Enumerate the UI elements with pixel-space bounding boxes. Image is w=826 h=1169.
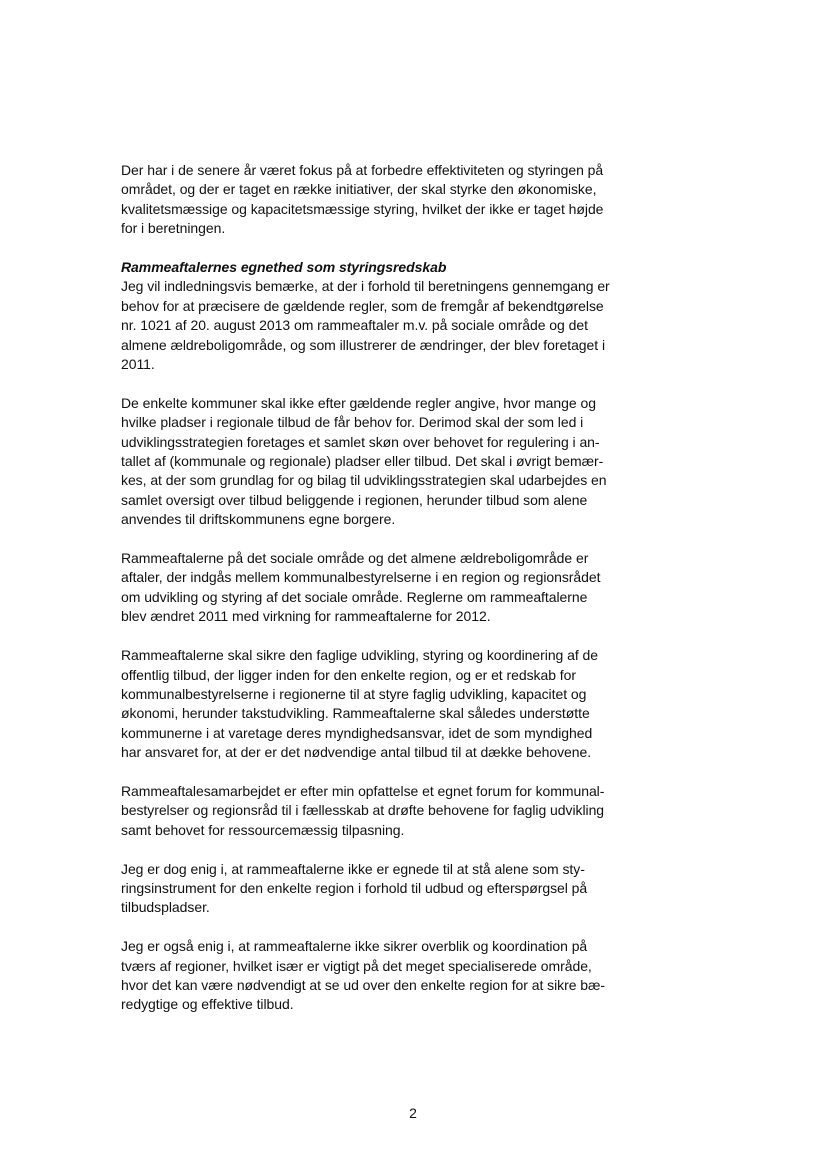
text-line: anvendes til driftskommunens egne borgere.: [121, 511, 396, 528]
text-line: kommunerne i at varetage deres myndighedsansvar, idet de som myndighed: [121, 724, 593, 741]
paragraph-agreement-1: [121, 860, 627, 918]
text-line: udviklingsstrategien foretages et samlet skøn over behovet for regulering i an-: [121, 433, 600, 450]
text-line: økonomi, herunder takstudvikling. Rammeaftalerne skal således understøtte: [121, 705, 590, 722]
text-line: tilbudspladser.: [121, 899, 210, 916]
text-line: almene ældreboligområde, og som illustrerer de ændringer, der blev foretaget i: [121, 336, 606, 353]
text-line: aftaler, der indgås mellem kommunalbestyrelserne i en region og regionsrådet: [121, 569, 601, 586]
paragraph-focus: [121, 161, 627, 239]
text-line: kvalitetsmæssige og kapacitetsmæssige styring, hvilket der ikke er taget højde: [121, 200, 604, 217]
text-line: samlet oversigt over tilbud beliggende i regionen, herunder tilbud som alene: [121, 491, 588, 508]
text-line: De enkelte kommuner skal ikke efter gældende regler angive, hvor mange og: [121, 394, 596, 411]
text-line: har ansvaret for, at der er det nødvendige antal tilbud til at dække behovene.: [121, 744, 592, 761]
text-line: bestyrelser og regionsråd til i fællesskab at drøfte behovene for faglig udvikling: [121, 802, 605, 819]
text-line: Rammeaftalesamarbejdet er efter min opfattelse et egnet forum for kommunal-: [121, 782, 605, 799]
paragraph-intro: [121, 258, 627, 374]
paragraph-agreement-2: [121, 937, 627, 1015]
text-line: samt behovet for ressourcemæssig tilpasning.: [121, 821, 405, 838]
text-line: Jeg er dog enig i, at rammeaftalerne ikke er egnede til at stå alene som sty-: [121, 860, 585, 877]
section-heading: Rammeaftalernes egnethed som styringsredskab: [121, 259, 447, 276]
text-line: tallet af (kommunale og regionale) pladser eller tilbud. Det skal i øvrigt bemær-: [121, 453, 604, 470]
paragraph-municipalities: [121, 394, 627, 530]
text-line: området, og der er taget en række initiativer, der skal styrke den økonomiske,: [121, 181, 597, 198]
text-line: om udvikling og styring af det sociale område. Reglerne om rammeaftalerne: [121, 588, 588, 605]
text-line: nr. 1021 af 20. august 2013 om rammeaftaler m.v. på sociale område og det: [121, 317, 588, 334]
text-line: blev ændret 2011 med virkning for rammeaftalerne for 2012.: [121, 608, 491, 625]
text-line: ringsinstrument for den enkelte region i forhold til udbud og efterspørgsel på: [121, 879, 588, 896]
text-line: 2011.: [121, 356, 155, 373]
paragraph-framework-agreements: [121, 549, 627, 627]
text-line: Jeg vil indledningsvis bemærke, at der i forhold til beretningens gennemgang er: [121, 278, 610, 295]
text-line: Rammeaftalerne skal sikre den faglige udvikling, styring og koordinering af de: [121, 647, 599, 664]
text-line: Der har i de senere år været fokus på at forbedre effektiviteten og styringen på: [121, 162, 604, 178]
text-line: behov for at præcisere de gældende regler, som de fremgår af bekendtgørelse: [121, 297, 604, 314]
text-line: redygtige og effektive tilbud.: [121, 996, 294, 1013]
text-line: hvor det kan være nødvendigt at se ud over den enkelte region for at sikre bæ-: [121, 976, 606, 993]
text-line: Jeg er også enig i, at rammeaftalerne ikke sikrer overblik og koordination på: [121, 938, 588, 955]
text-line: offentlig tilbud, der ligger inden for den enkelte region, og er et redskab for: [121, 666, 576, 683]
document-body: [121, 161, 627, 1034]
text-line: Rammeaftalerne på det sociale område og det almene ældreboligområde er: [121, 550, 589, 567]
text-line: tværs af regioner, hvilket især er vigtigt på det meget specialiserede område,: [121, 957, 592, 974]
text-line: hvilke pladser i regionale tilbud de får behov for. Derimod skal der som led i: [121, 414, 584, 431]
text-line: kes, at der som grundlag for og bilag til udviklingsstrategien skal udarbejdes en: [121, 472, 607, 489]
page-number: 2: [409, 1105, 417, 1121]
text-line: kommunalbestyrelserne i regionerne til at styre faglig udvikling, kapacitet og: [121, 685, 587, 702]
text-line: for i beretningen.: [121, 220, 226, 237]
paragraph-purpose: [121, 646, 627, 762]
paragraph-cooperation: [121, 782, 627, 840]
